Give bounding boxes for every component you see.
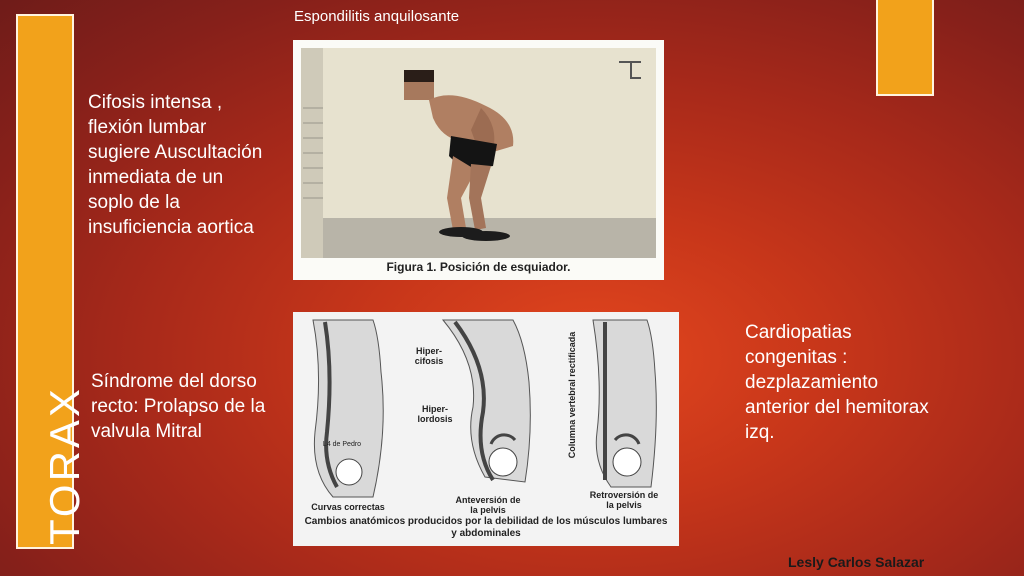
photo-caption: Figura 1. Posición de esquiador. [386, 260, 571, 274]
photo-image [301, 48, 656, 258]
author-name: Lesly Carlos Salazar [788, 554, 925, 570]
skier-figure-illustration [301, 48, 656, 258]
note-cardiopatias: Cardiopatias congenitas : dezplazamiento anterior del hemitorax izq. [745, 322, 929, 443]
label-columna-rectificada: Columna vertebral rectificada [567, 331, 577, 459]
skier-position-photo [293, 40, 664, 280]
note-dorso-recto: Síndrome del dorso recto: Prolapso de la valvula Mitral [91, 371, 266, 442]
diagram-caption: Cambios anatómicos producidos por la debilidad de los músculos lumbares y abdominales [304, 516, 668, 539]
side-title: TORAX [41, 386, 88, 545]
spine-posture-diagram [293, 312, 679, 546]
slide-title: Espondilitis anquilosante [294, 8, 460, 25]
label-curvas-correctas: Curvas correctas [311, 502, 385, 512]
label-retroversion: Retroversión de la pelvis [589, 490, 659, 510]
label-l4: L4 de Pedro [322, 441, 362, 448]
corner-accent-tab [876, 0, 934, 96]
label-hipercifosis: Hiper-cifosis [414, 346, 444, 366]
note-cifosis: Cifosis intensa , flexión lumbar sugiere Auscultación inmediata de un soplo de la insuficiencia aortica [88, 92, 263, 238]
label-hiperlordosis: Hiper-lordosis [417, 404, 453, 424]
label-anteversion: Anteversión de la pelvis [455, 495, 521, 515]
